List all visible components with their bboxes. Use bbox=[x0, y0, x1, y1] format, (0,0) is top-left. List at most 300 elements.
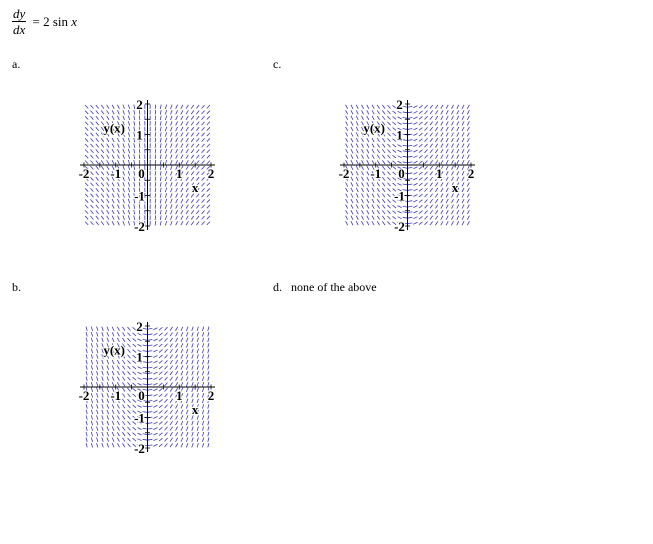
slope-segment bbox=[208, 371, 209, 375]
slope-segment bbox=[202, 343, 203, 347]
slope-segment bbox=[413, 206, 417, 208]
slope-segment bbox=[197, 371, 198, 375]
slope-segment bbox=[85, 205, 88, 208]
slope-segment bbox=[197, 349, 198, 353]
slope-segment bbox=[346, 210, 348, 214]
slope-segment bbox=[165, 383, 168, 386]
slope-segment bbox=[134, 110, 135, 114]
slope-segment bbox=[446, 110, 448, 114]
slope-field-c bbox=[338, 97, 475, 234]
slope-segment bbox=[139, 149, 140, 153]
slope-segment bbox=[362, 199, 364, 203]
slope-segment bbox=[153, 405, 157, 407]
slope-segment bbox=[107, 327, 109, 331]
slope-segment bbox=[186, 377, 188, 381]
slope-segment bbox=[160, 138, 161, 142]
slope-segment bbox=[387, 172, 390, 175]
x-tick-label: 1 bbox=[436, 166, 443, 181]
slope-segment bbox=[170, 349, 172, 353]
slope-segment bbox=[372, 116, 374, 120]
slope-segment bbox=[191, 122, 194, 126]
slope-segment bbox=[462, 127, 464, 131]
slope-segment bbox=[128, 360, 131, 363]
slope-segment bbox=[408, 112, 412, 113]
slope-segment bbox=[191, 199, 194, 203]
slope-segment bbox=[181, 349, 183, 353]
slope-segment bbox=[165, 432, 168, 435]
slope-segment bbox=[413, 156, 417, 158]
slope-segment bbox=[155, 215, 156, 219]
slope-segment bbox=[176, 144, 178, 148]
slope-segment bbox=[159, 372, 162, 375]
slope-segment bbox=[403, 145, 407, 146]
slope-segment bbox=[403, 212, 407, 213]
y-tick-label: -1 bbox=[134, 410, 145, 426]
slope-segment bbox=[362, 177, 364, 181]
slope-segment bbox=[451, 105, 453, 109]
slope-segment bbox=[86, 343, 87, 347]
slope-segment bbox=[425, 122, 428, 125]
slope-segment bbox=[138, 372, 142, 374]
slope-segment bbox=[192, 365, 193, 369]
slope-segment bbox=[186, 432, 188, 436]
slope-segment bbox=[153, 400, 157, 402]
slope-segment bbox=[101, 149, 104, 153]
slope-segment bbox=[176, 332, 178, 336]
slope-segment bbox=[202, 210, 205, 213]
slope-segment bbox=[467, 205, 469, 209]
slope-segment bbox=[408, 206, 412, 207]
slope-segment bbox=[128, 427, 131, 430]
slope-segment bbox=[372, 188, 374, 192]
slope-segment bbox=[86, 382, 87, 386]
slope-segment bbox=[403, 156, 407, 157]
slope-segment bbox=[134, 121, 135, 125]
slope-segment bbox=[425, 111, 428, 114]
slope-segment bbox=[202, 377, 203, 381]
slope-segment bbox=[155, 143, 156, 147]
slope-segment bbox=[186, 138, 188, 142]
slope-segment bbox=[356, 177, 358, 181]
slope-segment bbox=[192, 354, 193, 358]
slope-segment bbox=[425, 127, 428, 130]
slope-segment bbox=[398, 211, 402, 213]
slope-segment bbox=[107, 366, 109, 370]
slope-segment bbox=[165, 405, 168, 408]
slope-segment bbox=[446, 149, 448, 153]
slope-segment bbox=[91, 360, 92, 364]
slope-segment bbox=[102, 443, 103, 447]
slope-segment bbox=[202, 393, 203, 397]
slope-segment bbox=[160, 188, 161, 192]
slope-segment bbox=[148, 367, 152, 368]
slope-segment bbox=[441, 160, 443, 164]
slope-segment bbox=[181, 410, 183, 414]
slope-segment bbox=[398, 150, 402, 152]
slope-segment bbox=[176, 349, 178, 353]
slope-segment bbox=[462, 144, 464, 148]
slope-segment bbox=[155, 154, 156, 158]
slope-segment bbox=[372, 210, 374, 214]
slope-segment bbox=[134, 204, 135, 208]
slope-segment bbox=[356, 216, 358, 220]
slope-segment bbox=[191, 110, 194, 114]
slope-segment bbox=[134, 127, 135, 131]
slope-segment bbox=[148, 445, 152, 446]
slope-segment bbox=[197, 332, 198, 336]
slope-segment bbox=[176, 155, 178, 159]
slope-segment bbox=[367, 144, 369, 148]
slope-segment bbox=[351, 216, 353, 220]
slope-segment bbox=[446, 127, 448, 131]
slope-segment bbox=[112, 327, 114, 331]
slope-segment bbox=[457, 144, 459, 148]
fraction-denominator: dx bbox=[13, 22, 26, 37]
slope-segment bbox=[393, 122, 396, 125]
slope-segment bbox=[186, 410, 188, 414]
slope-segment bbox=[91, 443, 92, 447]
slope-segment bbox=[393, 144, 396, 147]
slope-segment bbox=[403, 117, 407, 118]
slope-segment bbox=[356, 155, 358, 159]
slope-segment bbox=[351, 182, 353, 186]
slope-segment bbox=[117, 371, 119, 375]
slope-segment bbox=[435, 210, 437, 214]
slope-segment bbox=[346, 221, 348, 225]
slope-segment bbox=[387, 144, 390, 147]
slope-segment bbox=[90, 149, 93, 152]
slope-segment bbox=[143, 384, 147, 385]
slope-segment bbox=[165, 388, 168, 391]
slope-segment bbox=[90, 188, 93, 191]
slope-segment bbox=[202, 388, 203, 392]
slope-segment bbox=[186, 183, 188, 187]
slope-segment bbox=[176, 410, 178, 414]
slope-segment bbox=[186, 155, 188, 159]
slope-segment bbox=[398, 156, 402, 158]
slope-segment bbox=[441, 199, 443, 203]
slope-segment bbox=[176, 327, 178, 331]
slope-segment bbox=[128, 110, 129, 114]
slope-segment bbox=[176, 160, 178, 164]
slope-segment bbox=[186, 327, 188, 331]
slope-segment bbox=[362, 110, 364, 114]
slope-segment bbox=[122, 421, 124, 425]
slope-segment bbox=[362, 221, 364, 225]
slope-segment bbox=[139, 182, 140, 186]
y-axis-label: y(x) bbox=[103, 342, 125, 358]
slope-segment bbox=[451, 132, 453, 136]
slope-segment bbox=[181, 205, 183, 209]
slope-segment bbox=[351, 116, 353, 120]
slope-segment bbox=[382, 194, 385, 198]
slope-segment bbox=[192, 421, 193, 425]
slope-segment bbox=[419, 216, 422, 219]
slope-segment bbox=[128, 132, 129, 136]
slope-segment bbox=[97, 388, 98, 392]
slope-segment bbox=[134, 116, 135, 120]
slope-segment bbox=[176, 366, 178, 370]
slope-segment bbox=[356, 144, 358, 148]
slope-segment bbox=[351, 132, 353, 136]
slope-segment bbox=[148, 439, 152, 440]
slope-segment bbox=[186, 354, 188, 358]
slope-segment bbox=[446, 105, 448, 109]
slope-segment bbox=[346, 133, 348, 137]
slope-segment bbox=[176, 105, 178, 109]
slope-segment bbox=[123, 188, 125, 192]
slope-segment bbox=[85, 183, 88, 186]
slope-segment bbox=[382, 144, 385, 148]
slope-segment bbox=[186, 371, 188, 375]
x-tick-label: 1 bbox=[176, 388, 183, 403]
slope-segment bbox=[413, 134, 417, 136]
slope-segment bbox=[107, 138, 109, 142]
slope-segment bbox=[196, 205, 199, 209]
slope-segment bbox=[165, 160, 166, 164]
slope-segment bbox=[202, 421, 203, 425]
slope-segment bbox=[425, 144, 428, 147]
slope-segment bbox=[192, 338, 193, 342]
slope-segment bbox=[117, 382, 119, 386]
slope-segment bbox=[372, 155, 374, 159]
slope-segment bbox=[170, 382, 172, 386]
slope-segment bbox=[441, 110, 443, 114]
option-d-label bbox=[273, 280, 377, 295]
option-d-letter: d. bbox=[273, 280, 282, 294]
slope-segment bbox=[419, 105, 422, 108]
slope-segment bbox=[171, 116, 173, 120]
slope-segment bbox=[138, 383, 142, 385]
slope-segment bbox=[351, 144, 353, 148]
slope-segment bbox=[425, 172, 428, 175]
slope-segment bbox=[186, 122, 188, 126]
slope-segment bbox=[367, 155, 369, 159]
slope-segment bbox=[362, 116, 364, 120]
y-tick-label: -2 bbox=[134, 441, 145, 456]
slope-segment bbox=[122, 432, 124, 436]
slope-segment bbox=[102, 360, 103, 364]
slope-segment bbox=[196, 111, 199, 115]
slope-segment bbox=[351, 177, 353, 181]
slope-segment bbox=[128, 199, 129, 203]
slope-segment bbox=[112, 199, 114, 203]
slope-segment bbox=[117, 427, 119, 431]
slope-segment bbox=[207, 211, 210, 214]
slope-segment bbox=[377, 210, 379, 214]
slope-segment bbox=[102, 327, 103, 331]
slope-segment bbox=[107, 183, 109, 187]
slope-segment bbox=[356, 188, 358, 192]
slope-segment bbox=[346, 182, 348, 186]
slope-segment bbox=[153, 350, 157, 352]
slope-segment bbox=[97, 371, 98, 375]
slope-segment bbox=[123, 155, 125, 159]
slope-segment bbox=[367, 160, 369, 164]
slope-segment bbox=[181, 354, 183, 358]
slope-segment bbox=[148, 328, 152, 329]
slope-segment bbox=[117, 110, 119, 114]
slope-segment bbox=[181, 360, 183, 364]
slope-segment bbox=[435, 160, 437, 164]
slope-segment bbox=[91, 338, 92, 342]
slope-segment bbox=[86, 332, 87, 336]
slope-segment bbox=[112, 138, 114, 142]
slope-segment bbox=[457, 160, 459, 164]
slope-segment bbox=[387, 222, 390, 225]
slope-segment bbox=[208, 343, 209, 347]
slope-segment bbox=[107, 210, 109, 214]
slope-segment bbox=[362, 188, 364, 192]
slope-segment bbox=[197, 327, 198, 331]
slope-segment bbox=[117, 182, 119, 186]
slope-segment bbox=[467, 155, 469, 159]
slope-field-c-svg bbox=[338, 97, 475, 234]
slope-segment bbox=[387, 183, 390, 186]
slope-segment bbox=[435, 110, 437, 114]
slope-segment bbox=[160, 160, 161, 164]
slope-segment bbox=[192, 360, 193, 364]
slope-segment bbox=[351, 188, 353, 192]
slope-segment bbox=[408, 106, 412, 107]
slope-segment bbox=[107, 221, 109, 225]
slope-segment bbox=[408, 162, 412, 163]
slope-segment bbox=[351, 171, 353, 175]
slope-segment bbox=[91, 354, 92, 358]
slope-segment bbox=[202, 415, 203, 419]
slope-segment bbox=[186, 382, 188, 386]
slope-segment bbox=[128, 444, 131, 447]
slope-segment bbox=[159, 344, 162, 347]
slope-segment bbox=[117, 149, 119, 153]
slope-segment bbox=[382, 160, 385, 164]
slope-segment bbox=[159, 394, 162, 397]
slope-segment bbox=[159, 383, 162, 386]
slope-segment bbox=[191, 138, 194, 142]
slope-segment bbox=[155, 127, 156, 131]
slope-segment bbox=[101, 205, 104, 209]
slope-segment bbox=[133, 399, 136, 402]
slope-segment bbox=[446, 160, 448, 164]
slope-segment bbox=[387, 138, 390, 141]
slope-segment bbox=[165, 210, 166, 214]
slope-segment bbox=[128, 171, 129, 175]
slope-segment bbox=[457, 116, 459, 120]
slope-segment bbox=[160, 166, 161, 170]
slope-segment bbox=[186, 399, 188, 403]
slope-segment bbox=[351, 193, 353, 197]
y-tick-label: 1 bbox=[136, 349, 143, 365]
slope-segment bbox=[207, 138, 210, 141]
slope-segment bbox=[202, 166, 205, 169]
slope-segment bbox=[441, 205, 443, 209]
slope-segment bbox=[165, 182, 166, 186]
slope-segment bbox=[419, 166, 422, 169]
slope-segment bbox=[186, 110, 188, 114]
slope-segment bbox=[202, 138, 205, 141]
slope-segment bbox=[122, 427, 124, 431]
slope-segment bbox=[387, 111, 390, 114]
slope-segment bbox=[446, 121, 448, 125]
slope-segment bbox=[96, 122, 99, 126]
slope-segment bbox=[86, 438, 87, 442]
slope-segment bbox=[117, 360, 119, 364]
slope-segment bbox=[351, 210, 353, 214]
slope-segment bbox=[367, 199, 369, 203]
slope-segment bbox=[160, 182, 161, 186]
slope-segment bbox=[462, 221, 464, 225]
slope-segment bbox=[197, 438, 198, 442]
slope-segment bbox=[186, 438, 188, 442]
slope-segment bbox=[148, 434, 152, 435]
slope-segment bbox=[123, 116, 125, 120]
slope-segment bbox=[457, 199, 459, 203]
slope-segment bbox=[356, 210, 358, 214]
slope-segment bbox=[181, 221, 183, 225]
slope-segment bbox=[372, 149, 374, 153]
slope-segment bbox=[441, 155, 443, 159]
slope-segment bbox=[346, 121, 348, 125]
slope-segment bbox=[155, 221, 156, 225]
slope-segment bbox=[208, 410, 209, 414]
slope-segment bbox=[430, 194, 433, 198]
slope-segment bbox=[96, 111, 99, 115]
slope-segment bbox=[112, 366, 114, 370]
option-d-text: none of the above bbox=[291, 280, 377, 294]
slope-segment bbox=[413, 106, 417, 108]
slope-segment bbox=[122, 360, 124, 364]
slope-segment bbox=[170, 344, 172, 348]
slope-segment bbox=[367, 110, 369, 114]
slope-segment bbox=[101, 188, 104, 192]
slope-segment bbox=[85, 194, 88, 197]
slope-segment bbox=[160, 210, 161, 214]
slope-segment bbox=[451, 199, 453, 203]
slope-segment bbox=[112, 432, 114, 436]
slope-segment bbox=[457, 205, 459, 209]
slope-segment bbox=[451, 155, 453, 159]
slope-segment bbox=[425, 138, 428, 141]
slope-segment bbox=[134, 160, 135, 164]
slope-segment bbox=[133, 433, 136, 436]
slope-segment bbox=[451, 205, 453, 209]
slope-segment bbox=[91, 426, 92, 430]
slope-segment bbox=[457, 166, 459, 170]
slope-segment bbox=[202, 338, 203, 342]
slope-segment bbox=[155, 105, 156, 109]
slope-segment bbox=[208, 349, 209, 353]
slope-segment bbox=[435, 138, 437, 142]
slope-segment bbox=[435, 155, 437, 159]
slope-segment bbox=[117, 138, 119, 142]
slope-segment bbox=[430, 155, 433, 159]
slope-segment bbox=[191, 127, 194, 131]
slope-segment bbox=[143, 373, 147, 374]
slope-segment bbox=[128, 394, 131, 397]
slope-segment bbox=[446, 171, 448, 175]
slope-segment bbox=[186, 133, 188, 137]
slope-segment bbox=[462, 121, 464, 125]
slope-segment bbox=[160, 204, 161, 208]
slope-segment bbox=[159, 422, 162, 425]
slope-segment bbox=[86, 371, 87, 375]
slope-segment bbox=[128, 333, 131, 336]
slope-segment bbox=[346, 138, 348, 142]
slope-segment bbox=[403, 206, 407, 207]
slope-segment bbox=[97, 332, 98, 336]
slope-segment bbox=[123, 182, 125, 186]
slope-segment bbox=[419, 122, 422, 125]
